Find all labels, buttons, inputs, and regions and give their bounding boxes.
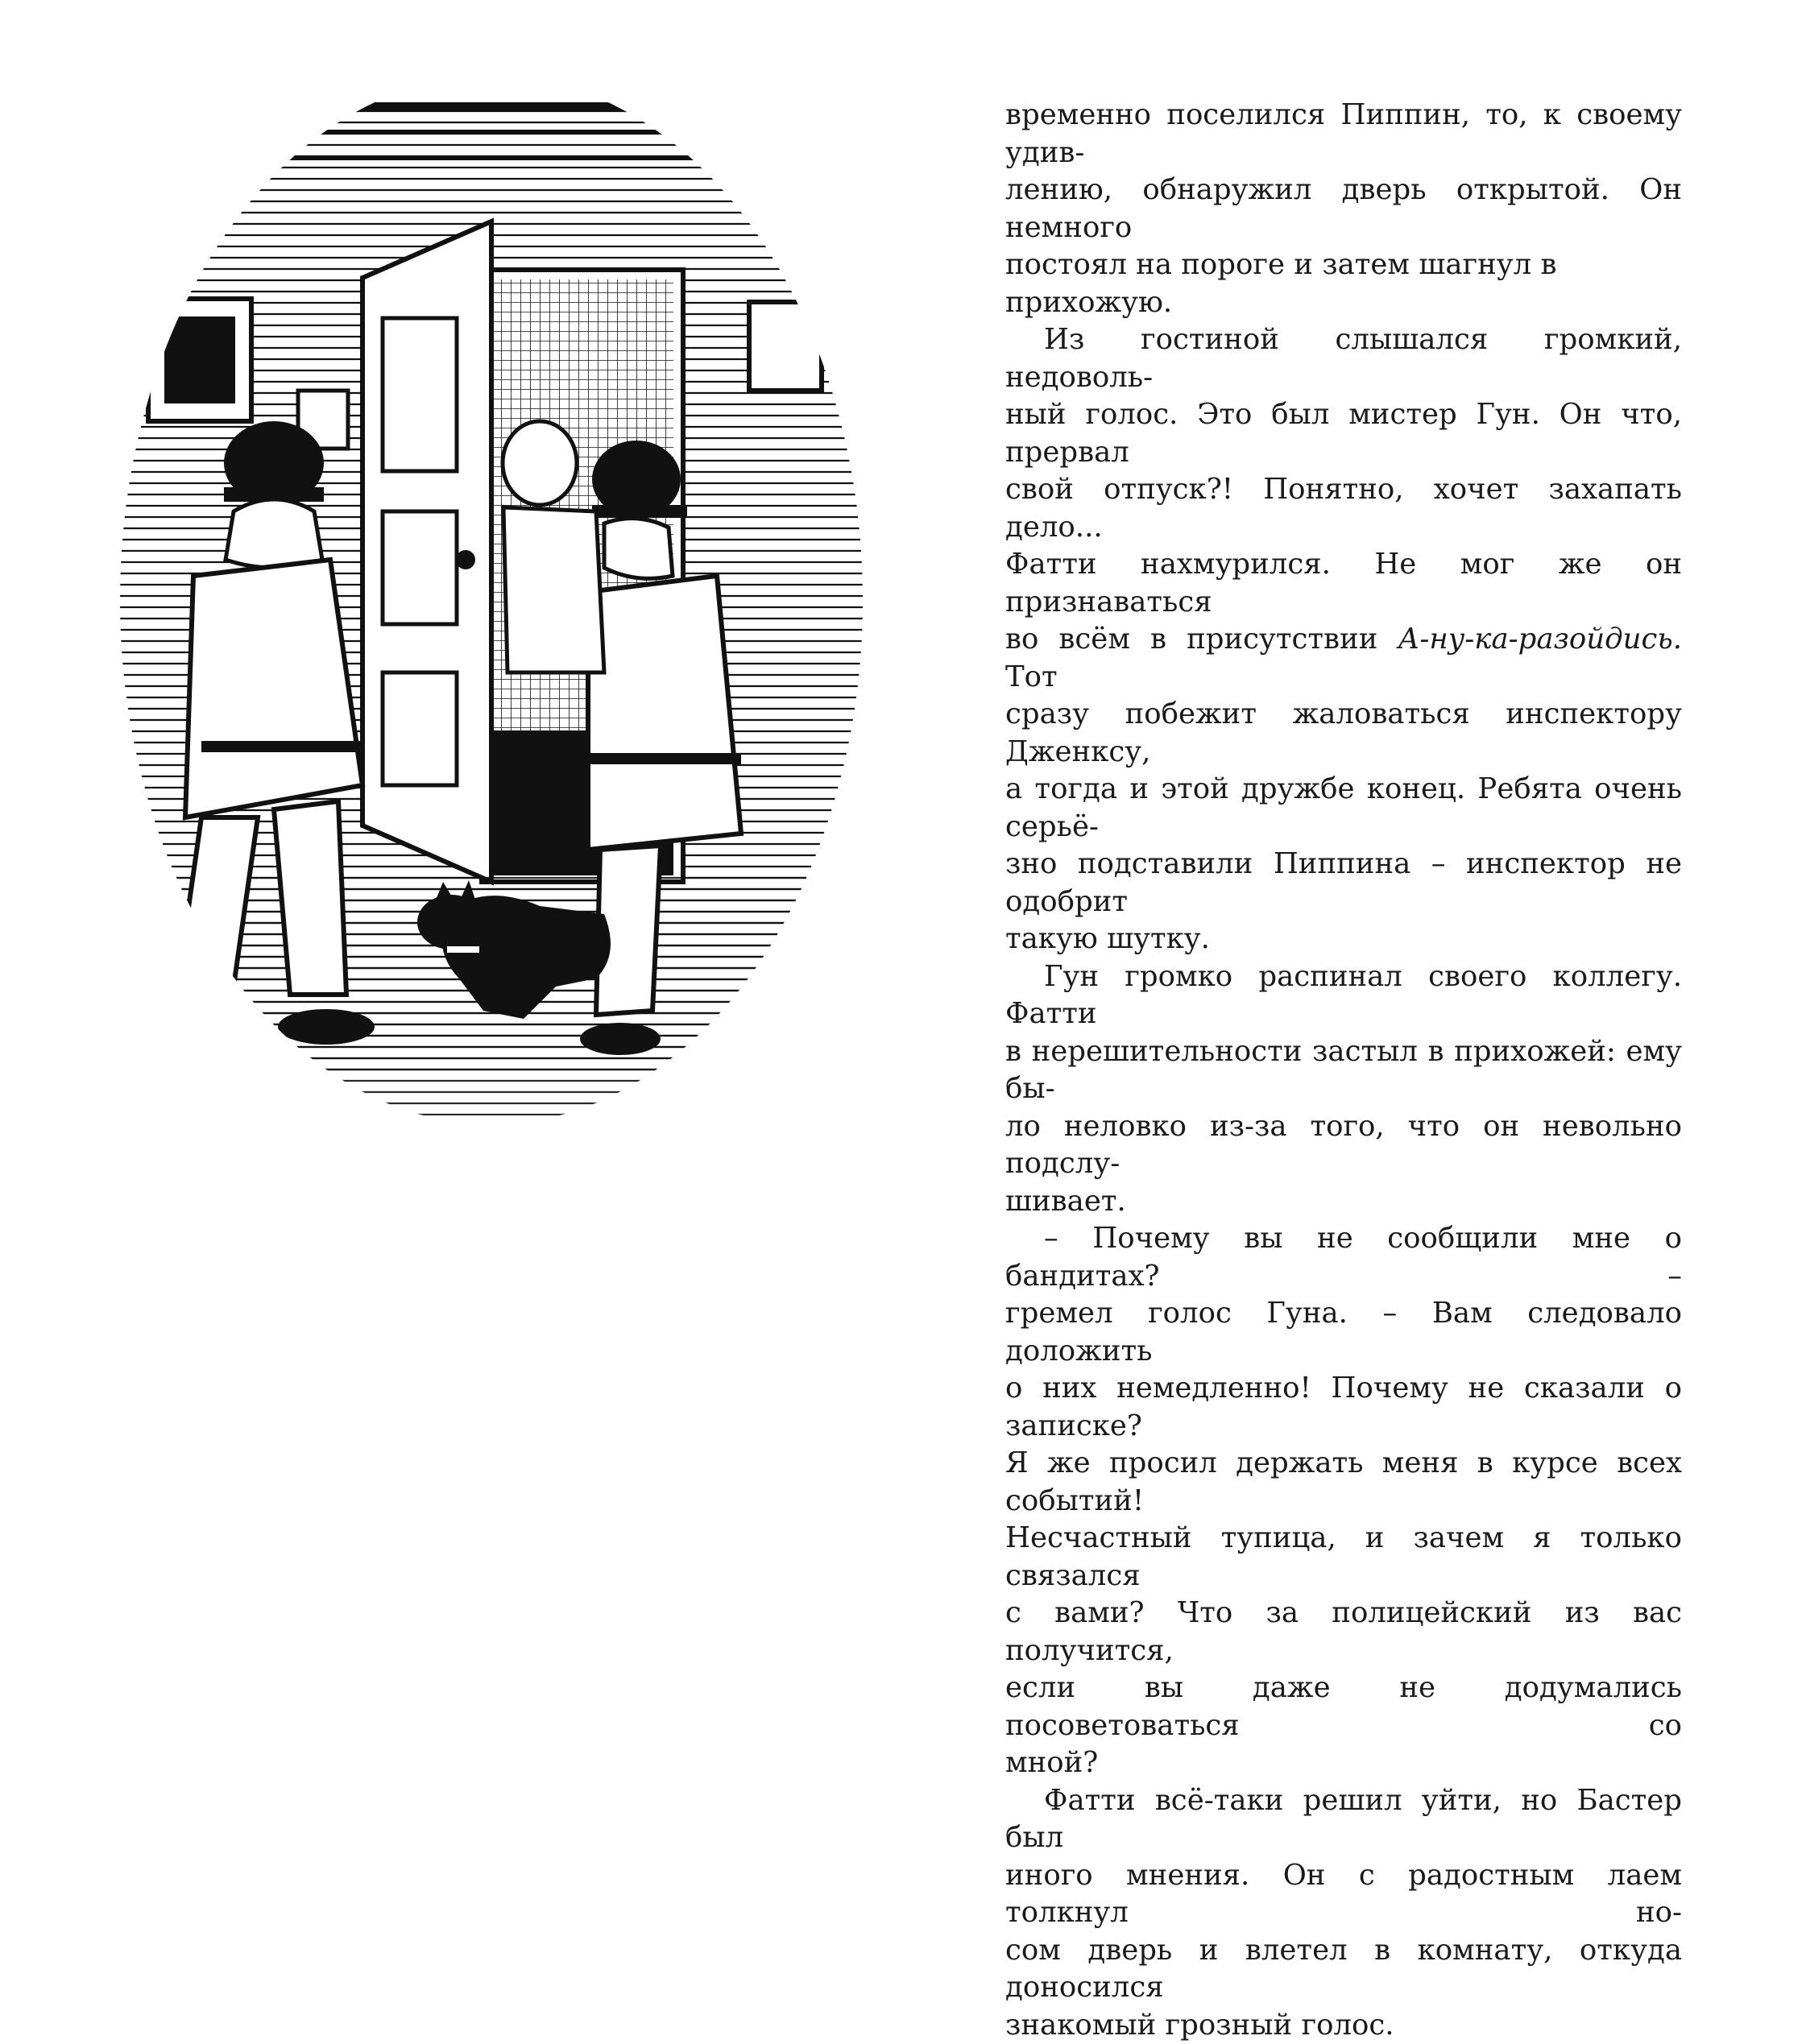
text-line <box>1005 1108 1682 1183</box>
text-line <box>1005 958 1682 1033</box>
text-line <box>1005 1782 1682 1857</box>
italic-nickname: А-ну-ка-разойдись. <box>1398 623 1682 656</box>
line: Несчастный тупица, и зачем я только связался <box>1005 1521 1682 1592</box>
line-fragment: во всём в присутствии <box>1005 623 1398 656</box>
text-line <box>1005 1445 1682 1520</box>
paragraph-4 <box>1005 1220 1682 1782</box>
line: Гун громко распинал своего коллегу. Фатти <box>1005 960 1682 1031</box>
text-line <box>1005 471 1682 546</box>
text-line <box>1005 846 1682 921</box>
line: а тогда и этой дружбе конец. Ребята очень серьё- <box>1005 772 1682 843</box>
text-line <box>1005 1744 1682 1782</box>
line: мной? <box>1005 1746 1098 1779</box>
text-line <box>1005 97 1682 172</box>
line: такую шутку. <box>1005 922 1210 955</box>
text-line <box>1005 246 1682 321</box>
text-line <box>1005 172 1682 246</box>
line: зно подставили Пиппина – инспектор не одобрит <box>1005 847 1682 918</box>
line: шивает. <box>1005 1185 1126 1218</box>
paragraph-3 <box>1005 958 1682 1221</box>
line: Фатти нахмурился. Не мог же он признаваться <box>1005 548 1682 619</box>
line: – Почему вы не сообщили мне о бандитах? – <box>1005 1222 1682 1293</box>
line: ный голос. Это был мистер Гун. Он что, прервал <box>1005 398 1682 469</box>
line: Фатти всё-таки решил уйти, но Бастер был <box>1005 1784 1682 1855</box>
text-line <box>1005 771 1682 846</box>
line: если вы даже не додумались посоветоваться со <box>1005 1671 1682 1742</box>
line: сразу побежит жаловаться инспектору Дженксу, <box>1005 697 1682 768</box>
paragraph-1 <box>1005 97 1682 321</box>
line: гремел голос Гуна. – Вам следовало доложить <box>1005 1297 1682 1367</box>
line: постоял на пороге и затем шагнул в прихожую. <box>1005 248 1556 319</box>
ink-illustration-icon <box>105 60 878 1140</box>
text-line <box>1005 1220 1682 1295</box>
text-line <box>1005 1183 1682 1221</box>
text-line <box>1005 1932 1682 2007</box>
text-line <box>1005 1370 1682 1445</box>
paragraph-2 <box>1005 321 1682 958</box>
text-line <box>1005 696 1682 771</box>
text-line <box>1005 1595 1682 1670</box>
line: ло неловко из-за того, что он невольно подслу- <box>1005 1110 1682 1181</box>
line: с вами? Что за полицейский из вас получится, <box>1005 1596 1682 1667</box>
text-line <box>1005 1033 1682 1108</box>
line: о них немедленно! Почему не сказали о записке? <box>1005 1372 1682 1442</box>
line: сом дверь и влетел в комнату, откуда доносился <box>1005 1934 1682 2005</box>
line: свой отпуск?! Понятно, хочет захапать дело... <box>1005 473 1682 544</box>
text-line <box>1005 2007 1682 2044</box>
line: в нерешительности застыл в прихожей: ему бы- <box>1005 1035 1682 1106</box>
paragraph-5 <box>1005 1782 1682 2044</box>
text-line <box>1005 1295 1682 1370</box>
text-line <box>1005 921 1682 958</box>
line: временно поселился Пиппин, то, к своему удив- <box>1005 98 1682 169</box>
line: лению, обнаружил дверь открытой. Он немного <box>1005 173 1682 244</box>
text-line <box>1005 1857 1682 1932</box>
line: Я же просил держать меня в курсе всех событий! <box>1005 1446 1682 1517</box>
text-line <box>1005 621 1682 696</box>
text-line <box>1005 1520 1682 1595</box>
illustration <box>105 60 878 1140</box>
line: знакомый грозный голос. <box>1005 2009 1394 2042</box>
line-fragment: Тот <box>1005 660 1058 693</box>
text-line <box>1005 396 1682 471</box>
text-line <box>1005 546 1682 621</box>
line: иного мнения. Он с радостным лаем толкнул но- <box>1005 1859 1682 1930</box>
text-line <box>1005 321 1682 396</box>
text-line <box>1005 1670 1682 1744</box>
line: Из гостиной слышался громкий, недоволь- <box>1005 323 1682 394</box>
body-text <box>1005 97 1682 2044</box>
